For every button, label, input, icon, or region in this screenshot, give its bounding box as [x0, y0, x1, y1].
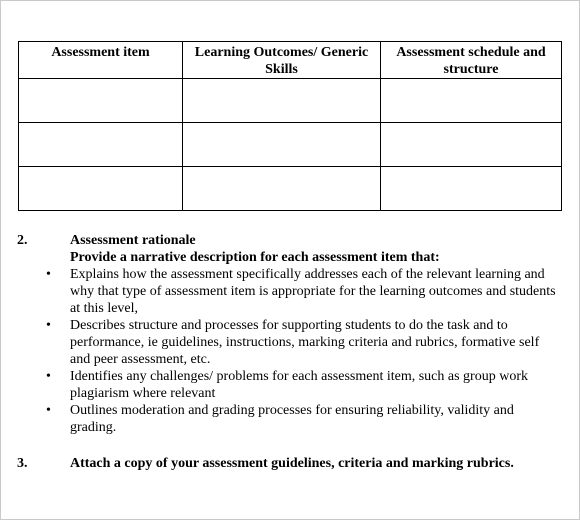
table-cell[interactable]: [183, 79, 381, 123]
bullet-icon: •: [46, 318, 51, 333]
table-row: [19, 79, 562, 123]
table-cell[interactable]: [381, 123, 562, 167]
section-heading: Assessment rationale: [70, 233, 196, 248]
list-item-text: Outlines moderation and grading processes for ensuring reliability, validity and grading.: [70, 403, 514, 435]
list-item-text: Explains how the assessment specifically addresses each of the relevant learning and why that type of assessment item is appropriate for the learning outcomes and students at this level,: [70, 267, 556, 316]
table-row: [19, 123, 562, 167]
table-cell[interactable]: [381, 79, 562, 123]
list-item: [46, 402, 562, 436]
table-header-row: [19, 42, 562, 79]
table-row: [19, 167, 562, 211]
table-cell[interactable]: [381, 167, 562, 211]
section-number: 3.: [17, 456, 28, 471]
list-item-text: Describes structure and processes for supporting students to do the task and to performance, ie guidelines, instructions, marking criteria and rubrics, formative self and peer assessment, etc.: [70, 318, 540, 367]
bullet-icon: •: [46, 403, 51, 418]
assessment-table: [18, 41, 562, 211]
list-item: [46, 266, 562, 317]
list-item: [46, 317, 562, 368]
section-subheading: Provide a narrative description for each assessment item that:: [70, 250, 440, 265]
table-cell[interactable]: [183, 167, 381, 211]
list-item-text: Identifies any challenges/ problems for each assessment item, such as group work plagiarism where relevant: [70, 369, 528, 401]
header-assessment-item: Assessment item: [19, 42, 183, 79]
table-cell[interactable]: [183, 123, 381, 167]
table-cell[interactable]: [19, 79, 183, 123]
table-cell[interactable]: [19, 167, 183, 211]
bullet-icon: •: [46, 369, 51, 384]
section-number: 2.: [17, 233, 28, 248]
list-item: [46, 368, 562, 402]
table-cell[interactable]: [19, 123, 183, 167]
header-assessment-schedule: Assessment schedule and structure: [381, 42, 562, 79]
rationale-bullet-list: [46, 266, 562, 436]
header-learning-outcomes: Learning Outcomes/ Generic Skills: [183, 42, 381, 79]
section-instruction: Attach a copy of your assessment guidelines, criteria and marking rubrics.: [70, 456, 514, 471]
bullet-icon: •: [46, 267, 51, 282]
